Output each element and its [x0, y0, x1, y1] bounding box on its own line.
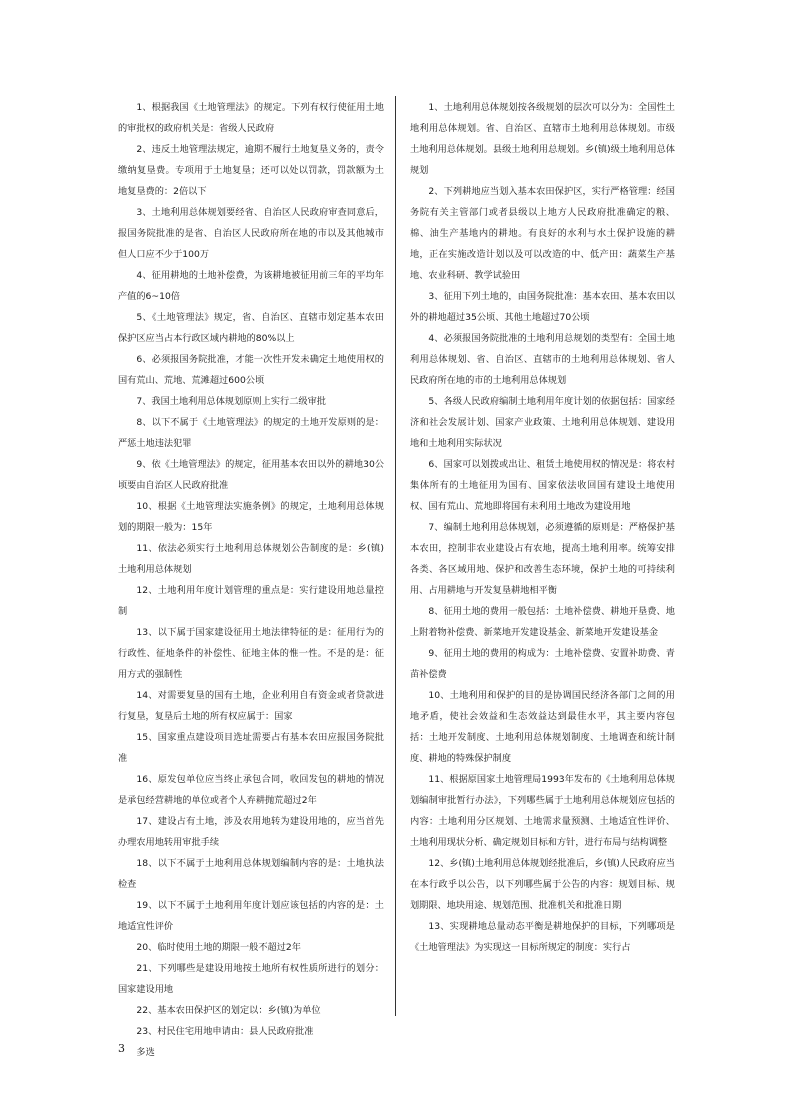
list-item: 10、土地利用和保护的目的是协调国民经济各部门之间的用地矛盾，使社会效益和生态效益达到最佳水平，其主要内容包括：土地开发制度、土地利用总体规划制度、土地调查和统计制度、耕地的特殊保护制度	[410, 690, 675, 764]
list-item: 3、征用下列土地的，由国务院批准：基本农田、基本农田以外的耕地超过35公顷、其他土地超过70公顷	[410, 291, 675, 323]
list-item: 19、以下不属于土地利用年度计划应该包括的内容的是：土地适宜性评价	[118, 900, 384, 932]
list-item: 4、征用耕地的土地补偿费，为该耕地被征用前三年的平均年产值的6~10倍	[118, 270, 384, 302]
list-item: 18、以下不属于土地利用总体规划编制内容的是：土地执法检查	[118, 858, 384, 890]
right-column	[410, 97, 675, 958]
list-item: 8、征用土地的费用一般包括：土地补偿费、耕地开垦费、地上附着物补偿费、新菜地开发建设基金、新菜地开发建设基金	[410, 606, 675, 638]
list-item: 3、土地利用总体规划要经省、自治区人民政府审查同意后，报国务院批准的是省、自治区人民政府所在地的市以及其他城市但人口应不少于100万	[118, 207, 384, 260]
list-item: 23、村民住宅用地申请由：县人民政府批准	[136, 1026, 314, 1037]
list-item: 12、乡(镇)土地利用总体规划经批准后，乡(镇)人民政府应当在本行政乎以公告，以下列哪些属于公告的内容：规划目标、规划期限、地块用途、规划范围、批准机关和批准日期	[410, 858, 675, 911]
list-item: 14、对需要复垦的国有土地，企业利用自有资金或者贷款进行复垦，复垦后土地的所有权应属于：国家	[118, 690, 384, 722]
list-item: 9、依《土地管理法》的规定，征用基本农田以外的耕地30公顷要由自治区人民政府批准	[118, 459, 384, 491]
list-item: 20、临时使用土地的期限一般不超过2年	[136, 942, 301, 953]
list-item: 12、土地利用年度计划管理的重点是：实行建设用地总量控制	[118, 585, 384, 617]
list-item: 4、必须报国务院批准的土地利用总规划的类型有：全国土地利用总体规划、省、自治区、直辖市的土地利用总体规划、省人民政府所在地的市的土地利用总体规划	[410, 333, 675, 386]
list-item: 9、征用土地的费用的构成为：土地补偿费、安置补助费、青苗补偿费	[410, 648, 675, 680]
page-number: 3	[118, 1042, 125, 1055]
list-item: 11、根据原国家土地管理局1993年发布的《土地利用总体规划编制审批暂行办法》，下列哪些属于土地利用总体规划应包括的内容：土地利用分区规划、土地需求量预测、土地适宜性评价、土地利用现状分析、确定规划目标和方针，进行布局与结构调整	[410, 774, 675, 848]
list-item: 15、国家重点建设项目选址需要占有基本农田应报国务院批准	[118, 732, 384, 764]
list-item: 2、违反土地管理法规定，逾期不履行土地复垦义务的，责令缴纳复垦费。专项用于土地复垦；还可以处以罚款，罚款额为土地复垦费的：2倍以下	[118, 144, 384, 197]
list-item: 5、各级人民政府编制土地利用年度计划的依据包括：国家经济和社会发展计划、国家产业政策、土地利用总体规划、建设用地和土地利用实际状况	[410, 396, 675, 449]
column-divider	[395, 96, 396, 1016]
list-item: 22、基本农田保护区的划定以：乡(镇)为单位	[136, 1005, 321, 1016]
list-item: 1、根据我国《土地管理法》的规定。下列有权行使征用土地的审批权的政府机关是：省级人民政府	[118, 102, 384, 134]
list-item: 2、下列耕地应当划入基本农田保护区，实行严格管理：经国务院有关主管部门或者县级以上地方人民政府批准确定的粮、棉、油生产基地内的耕地。有良好的水利与水土保护设施的耕地，正在实施改造计划以及可以改造的中、低产田：蔬菜生产基地、农业科研、教学试验田	[410, 186, 675, 281]
list-item: 16、原发包单位应当终止承包合同，收回发包的耕地的情况是承包经营耕地的单位或者个人弃耕抛荒超过2年	[118, 774, 384, 806]
list-item: 7、编制土地利用总体规划，必须遵循的原则是：严格保护基本农田，控制非农业建设占有农地，提高土地利用率。统筹安排各类、各区域用地、保护和改善生态环境，保护土地的可持续利用、占用耕地与开发复垦耕地相平衡	[410, 522, 675, 596]
list-item: 13、以下属于国家建设征用土地法律特征的是：征用行为的行政性、征地条件的补偿性、征地主体的惟一性。不是的是：征用方式的强制性	[118, 627, 384, 680]
list-item: 10、根据《土地管理法实施条例》的规定，土地利用总体规划的期限一般为：15年	[118, 501, 384, 533]
list-item: 7、我国土地利用总体规划原则上实行二级审批	[136, 396, 326, 407]
list-item: 13、实现耕地总量动态平衡是耕地保护的目标，下列哪项是《土地管理法》为实现这一目标所规定的制度：实行占	[410, 921, 675, 953]
list-item: 多选	[136, 1047, 155, 1058]
list-item: 8、以下不属于《土地管理法》的规定的土地开发原则的是：严惩土地违法犯罪	[118, 417, 384, 449]
left-column	[118, 97, 384, 1063]
list-item: 5、《土地管理法》规定，省、自治区、直辖市划定基本农田保护区应当占本行政区域内耕地的80%以上	[118, 312, 384, 344]
list-item: 6、国家可以划拨或出让、租赁土地使用权的情况是：将农村集体所有的土地征用为国有、国家依法收回国有建设土地使用权、国有荒山、荒地即将国有未利用土地改为建设用地	[410, 459, 675, 512]
list-item: 17、建设占有土地，涉及农用地转为建设用地的，应当首先办理农用地转用审批手续	[118, 816, 384, 848]
list-item: 1、土地利用总体规划按各级规划的层次可以分为：全国性土地利用总体规划。省、自治区、直辖市土地利用总体规划。市级土地利用总体规划。县级土地利用总规划。乡(镇)级土地利用总体规划	[410, 102, 675, 176]
list-item: 21、下列哪些是建设用地按土地所有权性质所进行的划分：国家建设用地	[118, 963, 384, 995]
list-item: 6、必须报国务院批准，才能一次性开发未确定土地使用权的国有荒山、荒地、荒滩超过600公顷	[118, 354, 384, 386]
list-item: 11、依法必须实行土地利用总体规划公告制度的是：乡(镇)土地利用总体规划	[118, 543, 384, 575]
